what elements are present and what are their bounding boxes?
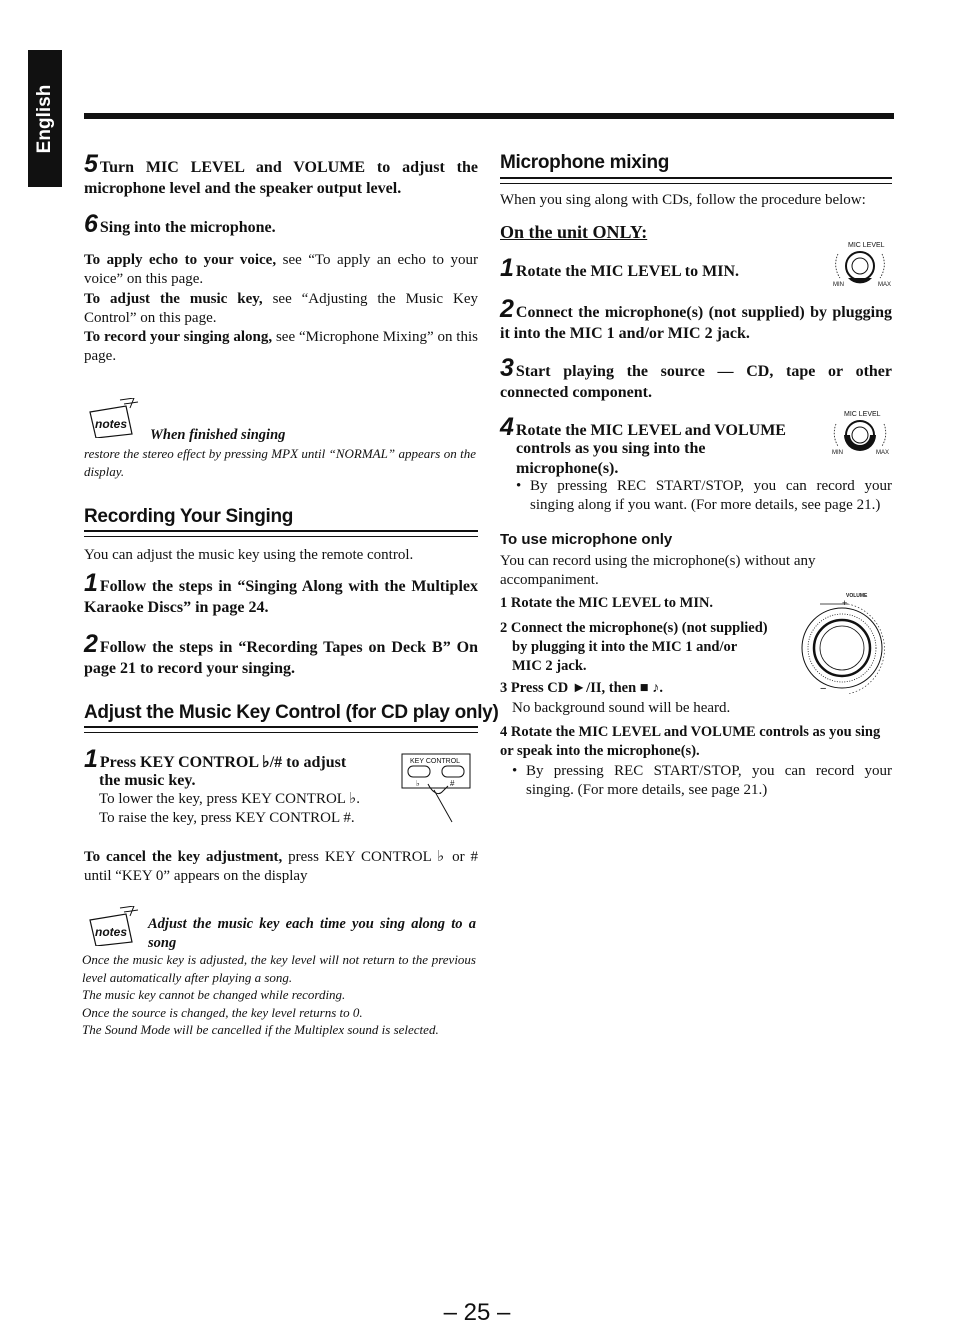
knob-max-label: MAX (876, 450, 890, 456)
mic-only-intro: You can record using the microphone(s) without any accompaniment. (500, 553, 816, 588)
key-lower: To lower the key, press KEY CONTROL ♭. (99, 791, 360, 807)
bullet-text: By pressing REC START/STOP, you can record your singing. (For more details, see page 21.) (526, 763, 892, 798)
recording-intro: You can adjust the music key using the remote control. (84, 547, 414, 563)
step-text: Rotate the MIC LEVEL to MIN. (515, 263, 739, 280)
step-6 (84, 210, 478, 238)
key-sharp-button (442, 766, 464, 777)
step-number: 6 (84, 210, 98, 238)
mo-step-2-line3: MIC 2 jack. (512, 658, 587, 674)
echo-paragraph (84, 251, 478, 289)
language-tab-label: English (34, 84, 55, 153)
step-text-line1: Press KEY CONTROL ♭/# to adjust (99, 754, 347, 771)
echo-bold: To apply echo to your voice, (84, 252, 277, 268)
notes-icon (86, 398, 144, 438)
step-text: Start playing the source — CD, tape or other connected component. (500, 363, 892, 401)
mic-step-4-bullet: • By pressing REC START/STOP, you can record your singing along if you want. (For more details, see page 21.) (516, 478, 892, 513)
knob-label: MIC LEVEL (844, 411, 881, 418)
volume-label: VOLUME (846, 593, 868, 599)
adjust-rule (84, 726, 478, 733)
knob-label: MIC LEVEL (848, 242, 885, 249)
note2-line: The Sound Mode will be cancelled if the Multiplex sound is selected. (82, 1022, 439, 1037)
adjust-paragraph (84, 290, 478, 328)
step-text: Turn MIC LEVEL and VOLUME to adjust the microphone level and the speaker output level. (84, 159, 478, 197)
mic-step-1 (500, 254, 739, 282)
mo-bullet: • By pressing REC START/STOP, you can record your singing. (For more details, see page 21.) (512, 763, 892, 798)
knob-max-label: MAX (878, 282, 892, 288)
knob-min-label: MIN (833, 282, 844, 288)
note1-body: restore the stereo effect by pressing MPX until “NORMAL” appears on the display. (84, 446, 476, 479)
rec-step-2 (84, 630, 478, 679)
note2-line: Once the source is changed, the key level returns to 0. (82, 1004, 363, 1020)
key-control-label: KEY CONTROL (410, 758, 461, 765)
language-tab (28, 50, 62, 187)
step-text: Connect the microphone(s) (not supplied) by plugging it into the MIC 1 and/or MIC 2 jack. (500, 304, 892, 342)
echo-rest: see “To apply an echo to your voice” on this page. (84, 252, 478, 287)
mo-step-2-line2: by plugging it into the MIC 1 and/or (512, 639, 738, 655)
step-number: 1 (500, 254, 514, 282)
top-rule (84, 113, 894, 119)
mo-step-4: 4 Rotate the MIC LEVEL and VOLUME controls as you sing or speak into the microphone(s). (500, 724, 881, 759)
adjust-rest: see “Adjusting the Music Key Control” on this page. (84, 291, 478, 326)
mic-step-3 (500, 354, 892, 403)
mo-step-3: 3 Press CD ►/II, then ■ ♪. (500, 680, 664, 696)
key-flat-button (408, 766, 430, 777)
page-number: – 25 – (443, 1299, 511, 1326)
record-bold: To record your singing along, (84, 329, 273, 345)
mic-mixing-rule (500, 177, 892, 184)
key-control-illustration (398, 752, 474, 824)
step-number: 4 (500, 413, 514, 441)
mo-step-2 (500, 619, 768, 676)
adjust-bold: To adjust the music key, (84, 291, 263, 307)
mic-level-knob-min (826, 238, 896, 290)
note2-line: Once the music key is adjusted, the key level will not return to the previous level automatically after playing a song. (82, 952, 476, 985)
volume-plus: + (842, 598, 848, 608)
recording-rule (84, 530, 478, 537)
step-number: 5 (84, 150, 98, 178)
key-raise: To raise the key, press KEY CONTROL #. (99, 810, 355, 826)
cancel-paragraph (84, 848, 478, 886)
cancel-bold: To cancel the key adjustment, (84, 849, 283, 865)
notes-label: notes (95, 417, 128, 431)
notes-label: notes (95, 925, 128, 939)
notes-icon (86, 906, 144, 946)
step-text: Sing into the microphone. (99, 219, 276, 236)
record-rest: see “Microphone Mixing” on this page. (84, 329, 478, 364)
mic-level-knob-max (826, 408, 896, 458)
volume-knob (790, 592, 894, 702)
unit-only-label: On the unit ONLY: (500, 222, 648, 242)
mic-only-heading: To use microphone only (500, 531, 673, 548)
mic-step-2 (500, 295, 892, 344)
rec-step-1 (84, 569, 478, 618)
step-number: 3 (500, 354, 514, 382)
mo-step-3-sub: No background sound will be heard. (512, 700, 731, 716)
key-sharp-glyph: # (450, 779, 455, 788)
note2-body (82, 951, 476, 1039)
step-number: 1 (84, 745, 98, 773)
knob-min-label: MIN (832, 450, 843, 456)
note1-title: When finished singing (150, 427, 286, 443)
note2-line: The music key cannot be changed while recording. (82, 987, 346, 1002)
mic-step-4-line2: controls as you sing into the (516, 440, 706, 457)
key-step-1-line2: the music key. (99, 772, 196, 789)
volume-minus: − (820, 683, 827, 695)
cancel-rest: press KEY CONTROL ♭ or # until “KEY 0” appears on the display (84, 849, 478, 884)
record-paragraph (84, 328, 478, 366)
note2-title: Adjust the music key each time you sing along to a song (148, 916, 476, 951)
mo-step-1: 1 Rotate the MIC LEVEL to MIN. (500, 595, 714, 611)
step-text-line1: Rotate the MIC LEVEL and VOLUME (515, 422, 786, 439)
step-number: 2 (500, 295, 514, 323)
mic-step-4-line3: microphone(s). (516, 460, 619, 477)
step-number: 2 (84, 630, 98, 658)
step-number: 1 (84, 569, 98, 597)
bullet-text: By pressing REC START/STOP, you can record your singing along if you want. (For more details, see page 21.) (530, 478, 892, 513)
step-text: Follow the steps in “Recording Tapes on Deck B” On page 21 to record your singing. (84, 639, 478, 677)
adjust-heading: Adjust the Music Key Control (for CD play only) (84, 702, 499, 723)
step-text: Follow the steps in “Singing Along with the Multiplex Karaoke Discs” in page 24. (84, 578, 478, 616)
mic-mixing-intro: When you sing along with CDs, follow the procedure below: (500, 192, 866, 208)
step-5 (84, 150, 478, 199)
key-flat-glyph: ♭ (416, 779, 420, 788)
recording-heading: Recording Your Singing (84, 506, 294, 527)
mic-mixing-heading: Microphone mixing (500, 152, 670, 173)
mo-step-2-line1: 2 Connect the microphone(s) (not supplied) (500, 620, 768, 636)
